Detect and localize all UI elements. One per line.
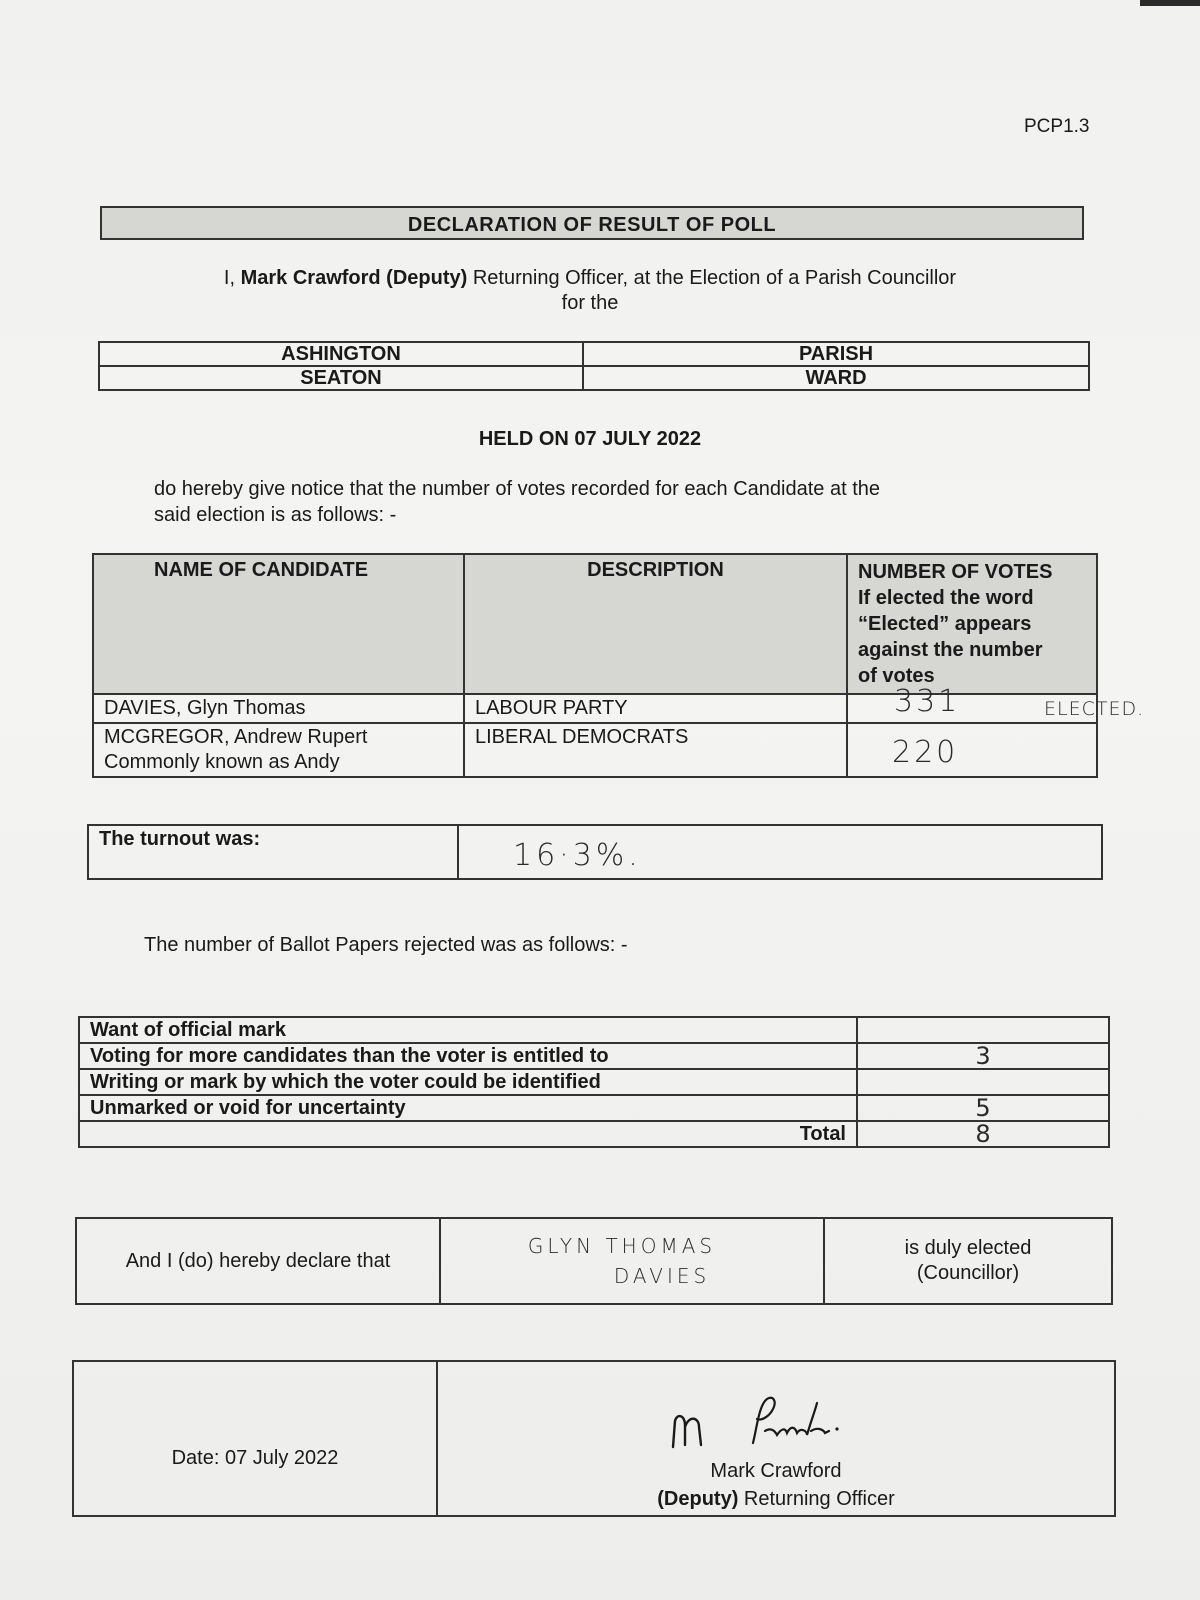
turnout-table xyxy=(87,824,1103,880)
area-row-ward xyxy=(99,366,1089,390)
candidates-table xyxy=(92,553,1145,778)
reject-count: 3 xyxy=(857,1043,1109,1069)
table-row xyxy=(93,723,1097,777)
table-row xyxy=(79,1069,1109,1095)
officer-name: Mark Crawford (Deputy) xyxy=(240,267,468,289)
candidate-name xyxy=(93,723,464,777)
candidate-votes-cell xyxy=(847,723,1097,777)
candidate-votes: 331 xyxy=(894,684,961,719)
turnout-row xyxy=(88,825,1102,879)
photo-edge-shadow xyxy=(1140,0,1200,6)
header-votes-note-3: against the number xyxy=(858,639,1043,661)
intro-suffix: Returning Officer, at the Election of a Parish Councillor xyxy=(467,267,957,289)
total-value: 8 xyxy=(857,1121,1109,1147)
elected-name-line1: GLYN THOMAS xyxy=(527,1234,717,1258)
area-table xyxy=(98,341,1090,391)
signature-block xyxy=(437,1361,1115,1516)
officer-signature xyxy=(661,1391,891,1453)
candidate-description: LABOUR PARTY xyxy=(464,694,847,723)
header-votes-note-4: of votes xyxy=(858,665,935,687)
header-votes-note-1: If elected the word xyxy=(858,587,1034,609)
candidate-description: LIBERAL DEMOCRATS xyxy=(464,723,847,777)
candidate-name-line2: Commonly known as Andy xyxy=(104,751,340,773)
table-row xyxy=(79,1043,1109,1069)
signoff-table xyxy=(72,1360,1116,1517)
elected-name xyxy=(440,1218,824,1304)
held-on-date: HELD ON 07 JULY 2022 xyxy=(478,428,702,450)
document-title: DECLARATION OF RESULT OF POLL xyxy=(100,206,1084,240)
reject-count xyxy=(857,1017,1109,1043)
turnout-value-cell xyxy=(458,825,1102,879)
intro-statement xyxy=(150,266,1030,316)
header-votes-title: NUMBER OF VOTES xyxy=(858,561,1053,583)
total-row xyxy=(79,1121,1109,1147)
officer-role-bold: (Deputy) xyxy=(657,1488,739,1510)
form-reference: PCP1.3 xyxy=(1024,116,1090,137)
area-row-parish xyxy=(99,342,1089,366)
parish-name: ASHINGTON xyxy=(99,342,583,366)
signoff-row xyxy=(73,1361,1115,1516)
intro-line2: for the xyxy=(561,292,619,314)
parish-label: PARISH xyxy=(583,342,1089,366)
duly-elected-text: is duly elected xyxy=(904,1237,1032,1259)
candidate-votes: 220 xyxy=(892,735,959,770)
header-votes-note-2: “Elected” appears xyxy=(858,613,1032,635)
reject-count xyxy=(857,1069,1109,1095)
declaration-prefix: And I (do) hereby declare that xyxy=(76,1218,440,1304)
table-row xyxy=(79,1017,1109,1043)
table-row xyxy=(93,694,1097,723)
signoff-date: Date: 07 July 2022 xyxy=(73,1361,437,1516)
declaration-suffix xyxy=(824,1218,1112,1304)
table-row xyxy=(79,1095,1109,1121)
reject-reason: Voting for more candidates than the voter is entitled to xyxy=(79,1043,857,1069)
candidate-votes-cell xyxy=(847,684,1145,723)
elected-name-line2: DAVIES xyxy=(613,1264,711,1288)
ward-name: SEATON xyxy=(99,366,583,390)
header-name: NAME OF CANDIDATE xyxy=(93,554,464,694)
candidate-name-line1: MCGREGOR, Andrew Rupert xyxy=(104,726,368,748)
notice-line1: do hereby give notice that the number of votes recorded for each Candidate at the xyxy=(154,478,881,500)
councillor-text: (Councillor) xyxy=(916,1262,1020,1284)
rejected-table xyxy=(78,1016,1110,1148)
total-label: Total xyxy=(79,1121,857,1147)
rejected-intro: The number of Ballot Papers rejected was as follows: - xyxy=(144,934,628,956)
candidates-header-row xyxy=(93,554,1097,694)
reject-reason: Writing or mark by which the voter could be identified xyxy=(79,1069,857,1095)
notice-text xyxy=(154,476,1014,528)
header-votes xyxy=(847,554,1097,694)
declaration-row xyxy=(76,1218,1112,1304)
elected-mark: ELECTED. xyxy=(1044,698,1145,720)
officer-role: Returning Officer xyxy=(738,1488,895,1510)
ward-label: WARD xyxy=(583,366,1089,390)
reject-reason: Unmarked or void for uncertainty xyxy=(79,1095,857,1121)
turnout-value: 16·3%. xyxy=(513,838,642,873)
header-description: DESCRIPTION xyxy=(464,554,847,694)
reject-count: 5 xyxy=(857,1095,1109,1121)
declaration-table xyxy=(75,1217,1113,1305)
officer-name: Mark Crawford xyxy=(710,1460,842,1482)
intro-prefix: I, xyxy=(223,267,241,289)
reject-reason: Want of official mark xyxy=(79,1017,857,1043)
turnout-label: The turnout was: xyxy=(88,825,458,879)
notice-line2: said election is as follows: - xyxy=(154,504,397,526)
candidate-name: DAVIES, Glyn Thomas xyxy=(93,694,464,723)
